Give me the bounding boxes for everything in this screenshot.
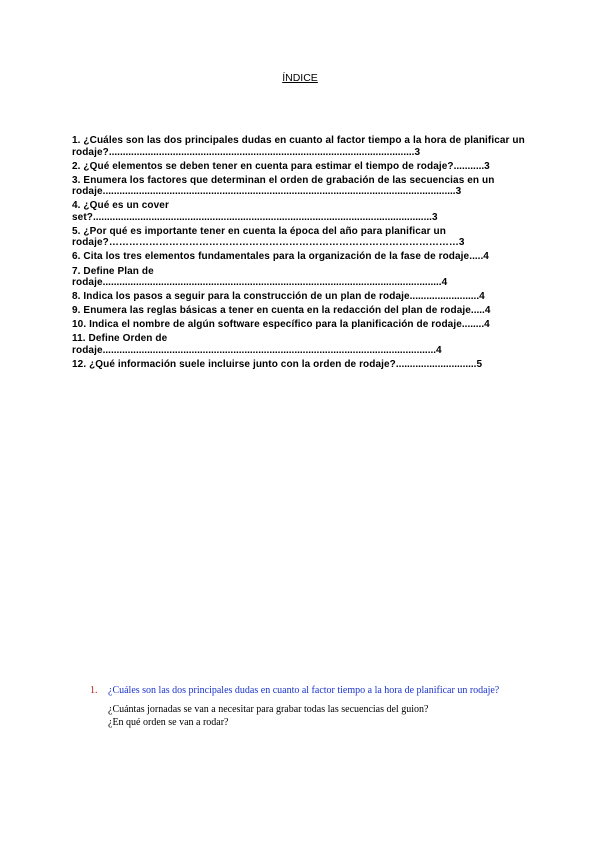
toc-leader-dots: .............................................................................................................................. — [105, 186, 456, 198]
toc-entry-text: 7. Define Plan de rodaje — [72, 265, 154, 289]
toc-leader-dots: .... — [472, 251, 484, 263]
toc-entry-1[interactable] — [72, 135, 528, 158]
toc-page-number: 4 — [483, 251, 489, 263]
question-number: 1. — [90, 685, 98, 696]
toc-entry-7[interactable] — [72, 266, 528, 289]
toc-entry-3[interactable] — [72, 175, 528, 198]
toc-entry-10[interactable] — [72, 319, 528, 331]
toc-page-number: 3 — [455, 186, 462, 198]
toc-page-number: 5 — [476, 359, 483, 371]
toc-leader-dots: .......................................................................................................................... — [92, 211, 432, 223]
answer-block — [108, 703, 530, 730]
answer-line: ¿En qué orden se van a rodar? — [108, 717, 229, 728]
toc-entry-9[interactable] — [72, 305, 528, 317]
toc-entry-text: 6. Cita los tres elementos fundamentales para la organización de la fase de rodaje. — [72, 251, 473, 263]
index-title: ÍNDICE — [282, 72, 318, 84]
toc-page-number: 3 — [484, 160, 490, 172]
toc-leader-dots: .............................................................................................................. — [108, 146, 415, 158]
toc-entry-text: 5. ¿Por qué es importante tener en cuenta la época del año para planificar un rodaje? — [72, 225, 446, 249]
question-heading — [90, 684, 530, 698]
toc-page-number: 3 — [431, 211, 438, 223]
toc-page-number: 3 — [414, 146, 421, 158]
toc-entry-11[interactable] — [72, 333, 528, 356]
toc-leader-dots: .......................................................................................................................... — [102, 277, 442, 289]
toc-page-number: 4 — [436, 344, 442, 356]
toc-leader-dots: …………………………………………………………………………………………… — [108, 237, 459, 249]
toc-entry-text: 9. Enumera las reglas básicas a tener en cuenta en la redacción del plan de rodaje — [72, 305, 471, 317]
toc-leader-dots: ............................. — [395, 359, 477, 371]
toc-page-number: 4 — [484, 305, 491, 317]
toc-page-number: 4 — [484, 319, 490, 331]
table-of-contents — [72, 135, 528, 373]
toc-entry-5[interactable] — [72, 226, 528, 249]
toc-entry-12[interactable] — [72, 359, 528, 371]
toc-leader-dots: ......................... — [409, 291, 480, 303]
toc-entry-4[interactable] — [72, 200, 528, 223]
question-text: ¿Cuáles son las dos principales dudas en cuanto al factor tiempo a la hora de planificar un rodaje? — [108, 685, 500, 696]
toc-entry-text: 11. Define Orden de rodaje — [72, 333, 168, 356]
toc-entry-text: 12. ¿Qué información suele incluirse junto con la orden de rodaje? — [72, 359, 396, 371]
toc-entry-2[interactable] — [72, 161, 528, 173]
toc-entry-text: 4. ¿Qué es un cover set? — [72, 200, 169, 223]
toc-entry-8[interactable] — [72, 291, 528, 303]
toc-entry-text: 1. ¿Cuáles son las dos principales dudas en cuanto al factor tiempo a la hora de planificar un rodaje? — [72, 135, 525, 158]
toc-entry-text: 2. ¿Qué elementos se deben tener en cuenta para estimar el tiempo de rodaje? — [72, 160, 454, 172]
toc-page-number: 4 — [441, 277, 448, 289]
toc-entry-text: 10. Indica el nombre de algún software específico para la planificación de rodaje — [72, 319, 462, 331]
toc-entry-text: 8. Indica los pasos a seguir para la construcción de un plan de rodaje — [72, 291, 410, 303]
toc-entry-text: 3. Enumera los factores que determinan el orden de grabación de las secuencias en un rodaje. — [72, 174, 495, 198]
toc-page-number: 4 — [479, 291, 485, 303]
toc-leader-dots: ........... — [453, 160, 485, 172]
toc-leader-dots: ........ — [461, 319, 485, 331]
toc-page-number: 3 — [458, 237, 465, 249]
section-1 — [90, 684, 530, 730]
answer-line: ¿Cuántas jornadas se van a necesitar para grabar todas las secuencias del guion? — [108, 703, 429, 715]
toc-leader-dots: ........................................................................................................................ — [102, 344, 437, 356]
toc-leader-dots: ..... — [470, 305, 485, 317]
toc-entry-6[interactable] — [72, 251, 528, 263]
